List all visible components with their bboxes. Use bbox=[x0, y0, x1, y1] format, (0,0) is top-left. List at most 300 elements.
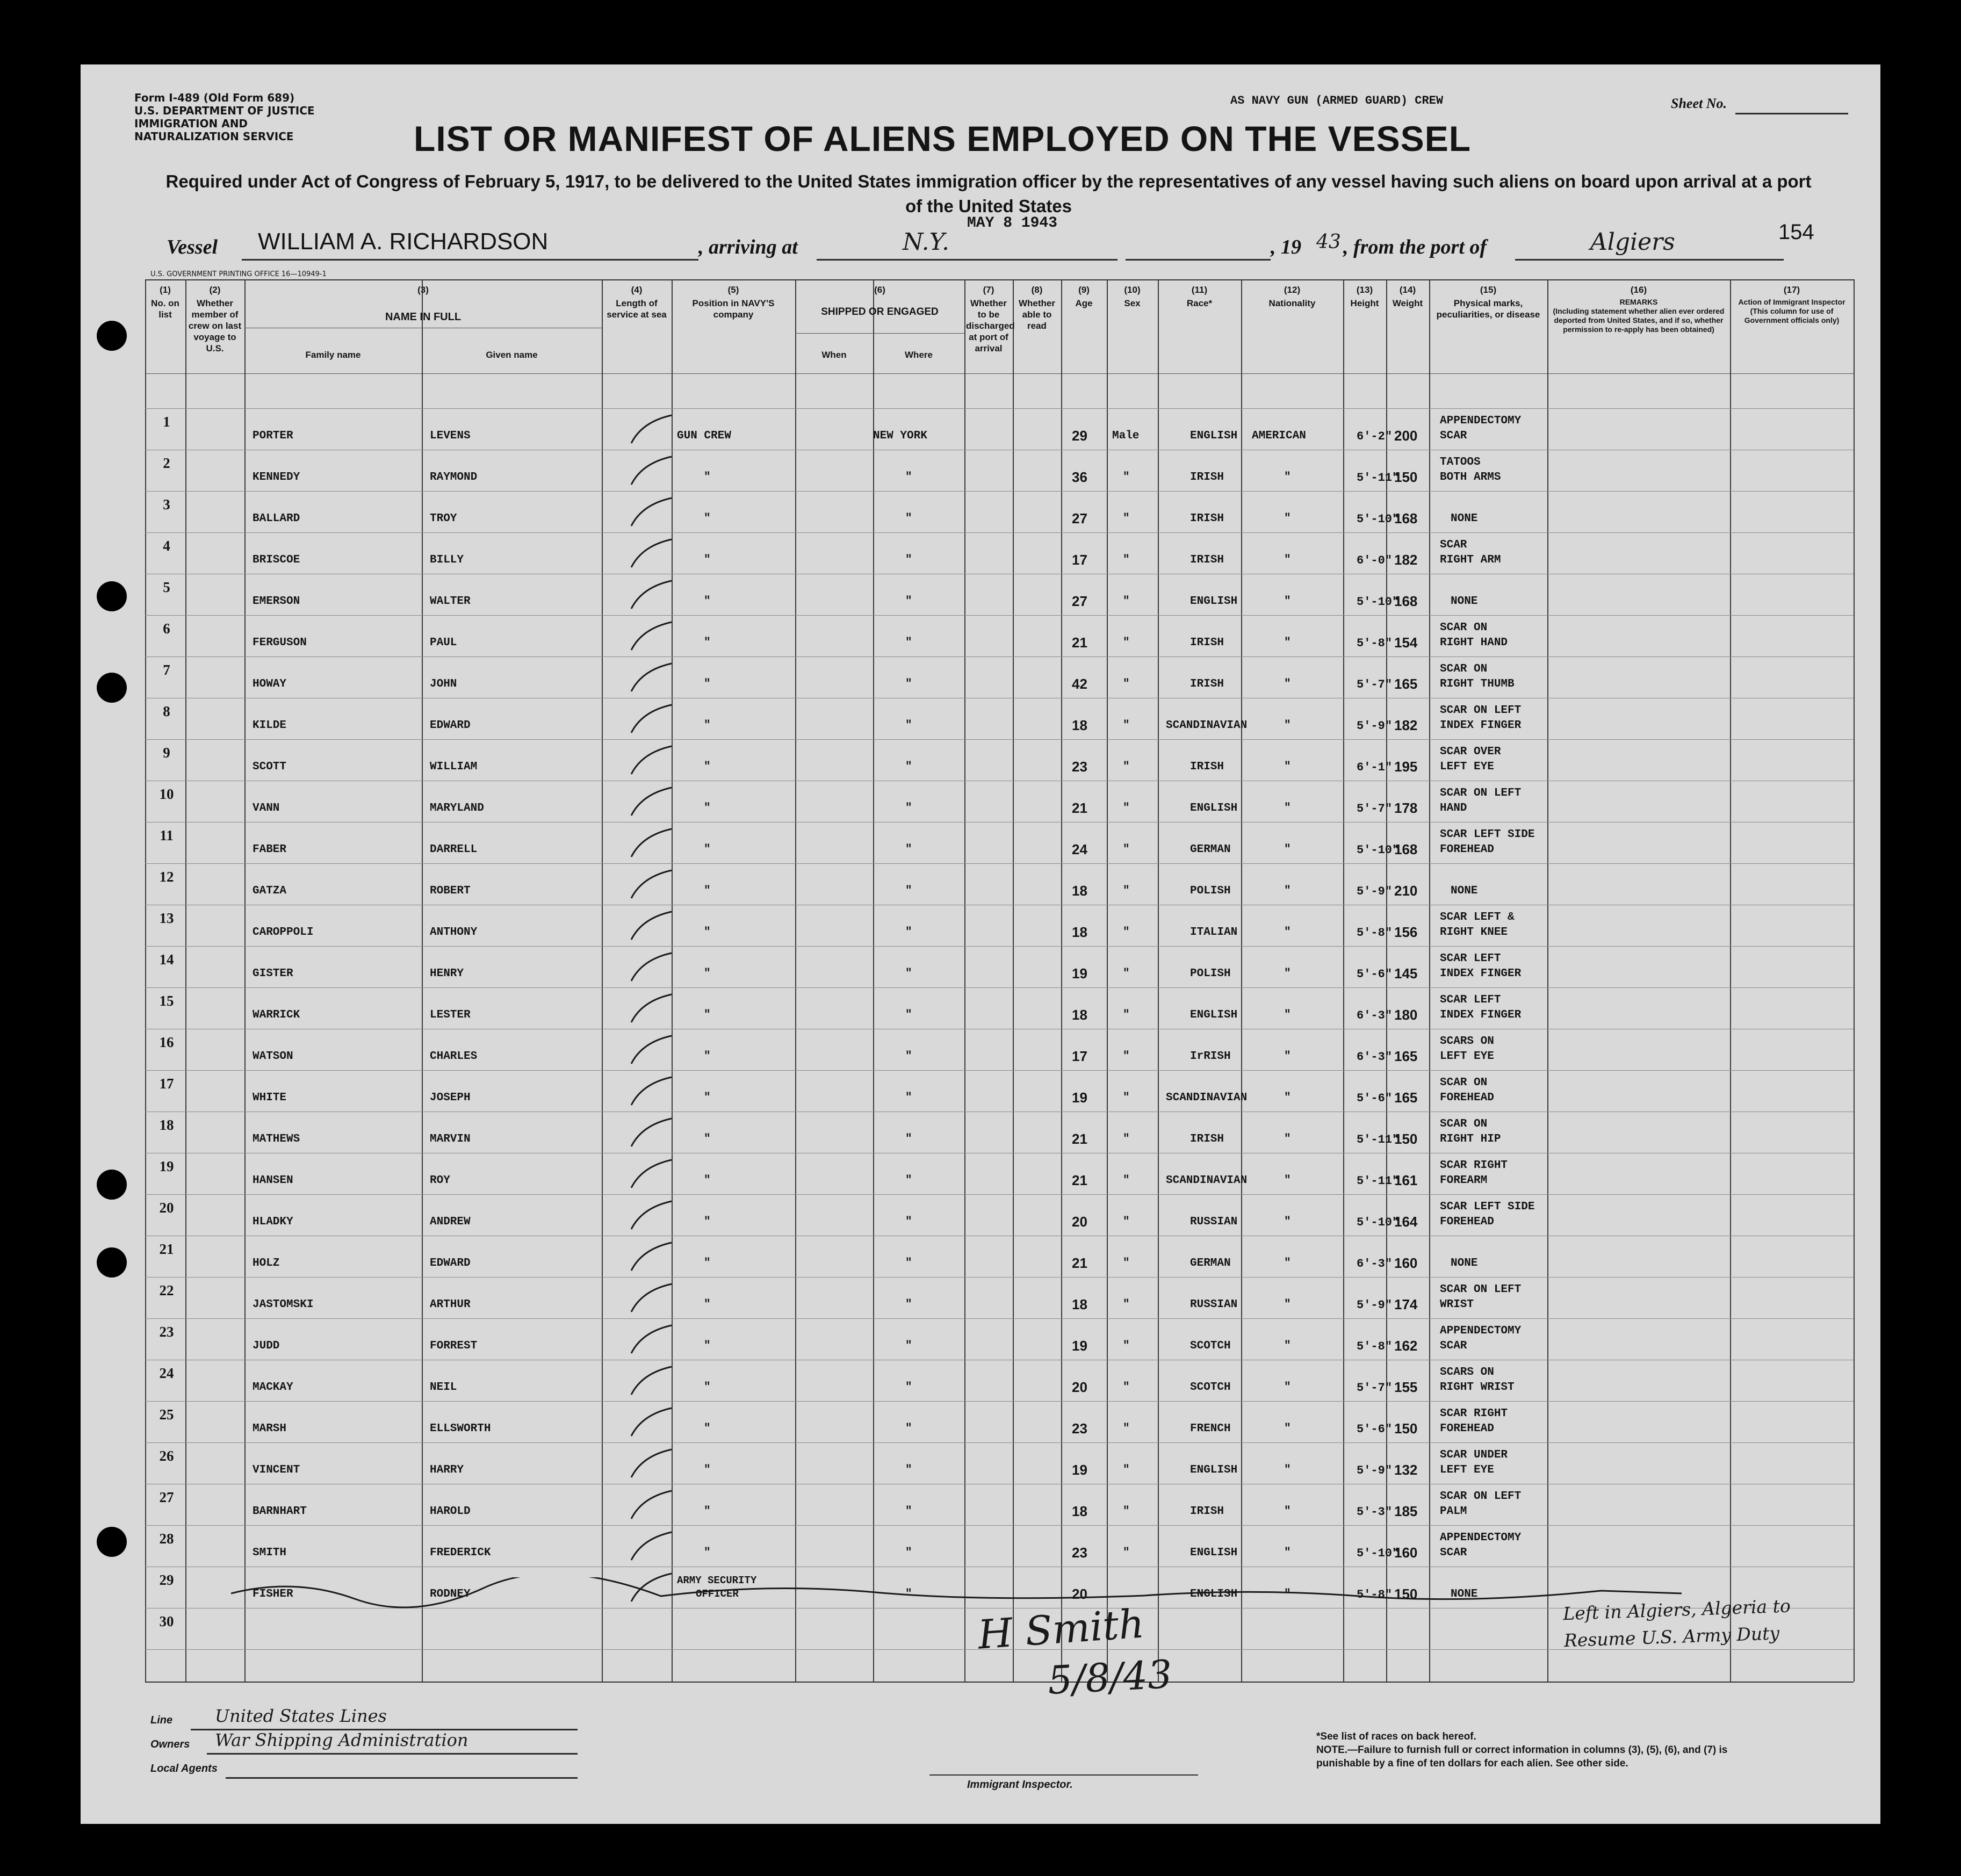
shipped-where: " bbox=[905, 637, 912, 649]
check-mark bbox=[626, 1156, 674, 1193]
shipped-where: " bbox=[905, 1257, 912, 1269]
family-name: WATSON bbox=[253, 1050, 293, 1063]
line-number: 16 bbox=[159, 1034, 174, 1050]
family-name: HOWAY bbox=[253, 678, 287, 690]
family-name: PORTER bbox=[253, 430, 293, 442]
column-number: (5) bbox=[727, 285, 739, 295]
race: ENGLISH bbox=[1190, 430, 1238, 442]
strike-through-line bbox=[231, 1577, 1682, 1610]
given-name: RODNEY bbox=[430, 1588, 471, 1600]
column-header: Race* bbox=[1186, 298, 1213, 308]
check-mark bbox=[626, 659, 674, 697]
column-number: (8) bbox=[1031, 285, 1043, 295]
family-name: KENNEDY bbox=[253, 471, 300, 484]
weight: 150 bbox=[1394, 469, 1418, 485]
shipped-where: " bbox=[905, 1298, 912, 1311]
given-name: HAROLD bbox=[430, 1505, 471, 1518]
column-subheader: Where bbox=[905, 350, 933, 360]
height: 6'-2" bbox=[1357, 430, 1393, 443]
age: 21 bbox=[1072, 1172, 1087, 1188]
sex: " bbox=[1123, 843, 1130, 856]
punch-hole bbox=[97, 1247, 127, 1278]
height: 5'-7" bbox=[1357, 802, 1393, 816]
race: ENGLISH bbox=[1190, 1547, 1238, 1559]
column-subheader: Family name bbox=[305, 350, 361, 360]
required-statement: Required under Act of Congress of February 5, 1917, to be delivered to the United States immigration officer by the representatives of any vessel having such aliens on board upon arrival at a port of the United States bbox=[165, 171, 1812, 216]
position: " bbox=[704, 1009, 711, 1021]
sex: " bbox=[1123, 1381, 1130, 1394]
line-number: 21 bbox=[159, 1241, 174, 1257]
column-subheader: When bbox=[821, 350, 847, 360]
column-number: (9) bbox=[1078, 285, 1090, 295]
height: 5'-11" bbox=[1357, 471, 1400, 485]
column-number: (2) bbox=[209, 285, 221, 295]
sex: " bbox=[1123, 595, 1130, 608]
nationality: " bbox=[1284, 885, 1291, 897]
height: 5'-10" bbox=[1357, 843, 1400, 857]
column-header: Age bbox=[1075, 298, 1093, 308]
sex: Male bbox=[1112, 430, 1140, 442]
given-name: NEIL bbox=[430, 1381, 457, 1394]
race: ITALIAN bbox=[1190, 926, 1238, 939]
nationality: " bbox=[1284, 637, 1291, 649]
nationality: " bbox=[1284, 1174, 1291, 1187]
nationality: " bbox=[1284, 1340, 1291, 1352]
family-name: BARNHART bbox=[253, 1505, 307, 1518]
physical-marks: SCAR LEFT SIDE bbox=[1440, 828, 1535, 841]
weight: 161 bbox=[1394, 1172, 1418, 1188]
age: 27 bbox=[1072, 510, 1087, 526]
nationality: " bbox=[1284, 1092, 1291, 1104]
line-number: 10 bbox=[159, 786, 174, 802]
line-number: 11 bbox=[160, 827, 174, 843]
weight: 185 bbox=[1394, 1503, 1418, 1519]
family-name: HOLZ bbox=[253, 1257, 280, 1269]
nationality: " bbox=[1284, 1133, 1291, 1145]
check-mark bbox=[626, 494, 674, 531]
position: " bbox=[704, 1505, 711, 1518]
race: ENGLISH bbox=[1190, 1588, 1238, 1600]
line-number: 23 bbox=[159, 1324, 174, 1340]
height: 5'-10" bbox=[1357, 513, 1400, 526]
nationality: " bbox=[1284, 1257, 1291, 1269]
shipped-where: " bbox=[905, 719, 912, 732]
physical-marks: APPENDECTOMY bbox=[1440, 1532, 1522, 1544]
sex: " bbox=[1123, 1257, 1130, 1269]
race: ENGLISH bbox=[1190, 595, 1238, 608]
physical-marks: FOREHEAD bbox=[1440, 1092, 1494, 1104]
shipped-where: " bbox=[905, 1009, 912, 1021]
sex: " bbox=[1123, 1464, 1130, 1476]
punch-hole bbox=[97, 1527, 127, 1557]
physical-marks: SCAR LEFT SIDE bbox=[1440, 1201, 1535, 1213]
family-name: CAROPPOLI bbox=[253, 926, 314, 939]
shipped-where: " bbox=[905, 968, 912, 980]
line-number: 28 bbox=[159, 1531, 174, 1547]
weight: 165 bbox=[1394, 1048, 1418, 1064]
local-agents-label: Local Agents bbox=[150, 1763, 218, 1774]
line-number: 22 bbox=[159, 1282, 174, 1298]
position: " bbox=[704, 968, 711, 980]
given-name: HENRY bbox=[430, 968, 464, 980]
age: 20 bbox=[1072, 1379, 1087, 1395]
column-subheader: Given name bbox=[486, 350, 538, 360]
age: 18 bbox=[1072, 717, 1087, 733]
height: 5'-9" bbox=[1357, 885, 1393, 898]
age: 19 bbox=[1072, 965, 1087, 982]
printing-note: U.S. GOVERNMENT PRINTING OFFICE 16—10949-1 bbox=[150, 270, 327, 278]
position: " bbox=[704, 1216, 711, 1228]
year-label: , 19 bbox=[1271, 236, 1301, 258]
column-number: (4) bbox=[631, 285, 643, 295]
race: SCANDINAVIAN bbox=[1166, 1092, 1248, 1104]
nationality: " bbox=[1284, 1423, 1291, 1435]
owners-value: War Shipping Administration bbox=[215, 1730, 468, 1750]
height: 5'-10" bbox=[1357, 1216, 1400, 1229]
fine-note: NOTE.—Failure to furnish full or correct information in columns (3), (5), (6), and (7) is punishable by a fine of ten dollars for each alien. See other side. bbox=[1316, 1744, 1728, 1769]
line-number: 18 bbox=[159, 1117, 174, 1133]
position: " bbox=[704, 554, 711, 566]
race: IRISH bbox=[1190, 513, 1224, 525]
line-number: 1 bbox=[163, 414, 170, 430]
check-mark bbox=[626, 618, 674, 655]
given-name: ANDREW bbox=[430, 1216, 471, 1228]
sex: " bbox=[1123, 885, 1130, 897]
nationality: " bbox=[1284, 926, 1291, 939]
age: 20 bbox=[1072, 1214, 1087, 1230]
age: 23 bbox=[1072, 1420, 1087, 1437]
check-mark bbox=[626, 452, 674, 490]
age: 21 bbox=[1072, 634, 1087, 651]
shipped-where: " bbox=[905, 843, 912, 856]
weight: 168 bbox=[1394, 593, 1418, 609]
given-name: LEVENS bbox=[430, 430, 471, 442]
age: 42 bbox=[1072, 676, 1087, 692]
sex: " bbox=[1123, 1009, 1130, 1021]
arriving-at: N.Y. bbox=[903, 228, 950, 256]
race: IRISH bbox=[1190, 1505, 1224, 1518]
weight: 160 bbox=[1394, 1545, 1418, 1561]
position: " bbox=[704, 1174, 711, 1187]
physical-marks: SCAR bbox=[1440, 539, 1467, 551]
vessel-label: Vessel bbox=[167, 236, 218, 258]
given-name: BILLY bbox=[430, 554, 464, 566]
line-number: 7 bbox=[163, 662, 170, 678]
age: 21 bbox=[1072, 1131, 1087, 1147]
family-name: SMITH bbox=[253, 1547, 287, 1559]
physical-marks: SCAR ON bbox=[1440, 1118, 1488, 1130]
physical-marks: INDEX FINGER bbox=[1440, 1009, 1522, 1021]
from-label: , from the port of bbox=[1343, 236, 1487, 258]
given-name: WALTER bbox=[430, 595, 471, 608]
physical-marks: FOREHEAD bbox=[1440, 1216, 1494, 1228]
shipped-where: " bbox=[905, 1588, 912, 1600]
nationality: " bbox=[1284, 1009, 1291, 1021]
physical-marks: SCAR LEFT bbox=[1440, 994, 1501, 1006]
sex: " bbox=[1123, 1092, 1130, 1104]
sex: " bbox=[1123, 1340, 1130, 1352]
column-header: Nationality bbox=[1268, 298, 1316, 308]
weight: 150 bbox=[1394, 1586, 1418, 1602]
punch-hole bbox=[97, 581, 127, 611]
shipped-where: " bbox=[905, 471, 912, 484]
family-name: VINCENT bbox=[253, 1464, 300, 1476]
age: 18 bbox=[1072, 1503, 1087, 1519]
physical-marks: SCAR ON bbox=[1440, 663, 1488, 675]
weight: 195 bbox=[1394, 759, 1418, 775]
weight: 160 bbox=[1394, 1255, 1418, 1271]
given-name: HARRY bbox=[430, 1464, 464, 1476]
given-name: JOSEPH bbox=[430, 1092, 471, 1104]
column-header: Whether member of crew on last voyage to U.S. bbox=[188, 298, 242, 353]
physical-marks: INDEX FINGER bbox=[1440, 719, 1522, 732]
remark-row-29: Left in Algiers, Algeria to Resume U.S. Army Duty bbox=[1562, 1595, 1791, 1651]
line-number: 17 bbox=[159, 1076, 174, 1092]
check-mark bbox=[626, 701, 674, 738]
race: GERMAN bbox=[1190, 843, 1231, 856]
check-mark bbox=[626, 1114, 674, 1152]
physical-marks: SCAR ON LEFT bbox=[1440, 787, 1522, 799]
column-number: (13) bbox=[1356, 285, 1373, 295]
given-name: LESTER bbox=[430, 1009, 471, 1021]
line-number: 19 bbox=[159, 1158, 174, 1174]
check-mark bbox=[626, 1321, 674, 1359]
physical-marks: SCAR OVER bbox=[1440, 746, 1501, 758]
height: 6'-3" bbox=[1357, 1257, 1393, 1271]
column-header: Height bbox=[1350, 298, 1379, 308]
age: 18 bbox=[1072, 924, 1087, 940]
position: " bbox=[704, 843, 711, 856]
column-header: SHIPPED OR ENGAGED bbox=[821, 306, 939, 318]
page-number: 154 bbox=[1778, 220, 1814, 244]
given-name: RAYMOND bbox=[430, 471, 478, 484]
height: 5'-7" bbox=[1357, 678, 1393, 691]
nationality: " bbox=[1284, 471, 1291, 484]
shipped-where: " bbox=[905, 926, 912, 939]
column-number: (3) bbox=[417, 285, 429, 295]
race: POLISH bbox=[1190, 885, 1231, 897]
physical-marks: WRIST bbox=[1440, 1298, 1474, 1311]
form-note: Form I-489 (Old Form 689) U.S. DEPARTMENT OF JUSTICE IMMIGRATION AND NATURALIZATION SERVICE bbox=[134, 91, 315, 143]
family-name: MATHEWS bbox=[253, 1133, 300, 1145]
check-mark bbox=[626, 411, 674, 449]
check-mark bbox=[626, 990, 674, 1028]
family-name: MACKAY bbox=[253, 1381, 293, 1394]
weight: 178 bbox=[1394, 800, 1418, 816]
physical-marks: NONE bbox=[1451, 885, 1478, 897]
shipped-where: NEW YORK bbox=[873, 430, 927, 442]
line-number: 26 bbox=[159, 1448, 174, 1464]
physical-marks: RIGHT THUMB bbox=[1440, 678, 1515, 690]
nationality: " bbox=[1284, 1216, 1291, 1228]
nationality: " bbox=[1284, 1050, 1291, 1063]
race: RUSSIAN bbox=[1190, 1216, 1238, 1228]
sex: " bbox=[1123, 761, 1130, 773]
weight: 200 bbox=[1394, 428, 1418, 444]
weight: 132 bbox=[1394, 1462, 1418, 1478]
check-mark bbox=[626, 1487, 674, 1524]
sex: " bbox=[1123, 719, 1130, 732]
age: 18 bbox=[1072, 1296, 1087, 1312]
check-mark bbox=[626, 1238, 674, 1276]
physical-marks: SCAR bbox=[1440, 1340, 1467, 1352]
shipped-where: " bbox=[905, 1092, 912, 1104]
height: 5'-6" bbox=[1357, 1423, 1393, 1436]
punch-hole bbox=[97, 673, 127, 703]
height: 5'-6" bbox=[1357, 1092, 1393, 1105]
age: 21 bbox=[1072, 800, 1087, 816]
weight: 150 bbox=[1394, 1131, 1418, 1147]
check-mark bbox=[626, 576, 674, 614]
line-number: 14 bbox=[159, 951, 174, 968]
weight: 168 bbox=[1394, 510, 1418, 526]
physical-marks: FOREHEAD bbox=[1440, 843, 1494, 856]
age: 19 bbox=[1072, 1338, 1087, 1354]
position: " bbox=[704, 1547, 711, 1559]
line-value: United States Lines bbox=[215, 1706, 387, 1726]
column-number: (16) bbox=[1630, 285, 1647, 295]
check-mark bbox=[626, 1445, 674, 1483]
position: " bbox=[704, 1423, 711, 1435]
height: 5'-9" bbox=[1357, 1298, 1393, 1312]
age: 23 bbox=[1072, 759, 1087, 775]
physical-marks: SCAR ON LEFT bbox=[1440, 1283, 1522, 1296]
races-note: *See list of races on back hereof. bbox=[1316, 1731, 1476, 1742]
owners-label: Owners bbox=[150, 1738, 190, 1750]
line-label: Line bbox=[150, 1714, 173, 1726]
family-name: JASTOMSKI bbox=[253, 1298, 314, 1311]
given-name: DARRELL bbox=[430, 843, 478, 856]
family-name: VANN bbox=[253, 802, 280, 814]
race: SCANDINAVIAN bbox=[1166, 719, 1248, 732]
line-number: 6 bbox=[163, 620, 170, 637]
nationality: " bbox=[1284, 1381, 1291, 1394]
physical-marks: NONE bbox=[1451, 595, 1478, 608]
position: " bbox=[704, 513, 711, 525]
position: " bbox=[704, 637, 711, 649]
race: SCOTCH bbox=[1190, 1381, 1231, 1394]
sex: " bbox=[1123, 678, 1130, 690]
race: POLISH bbox=[1190, 968, 1231, 980]
weight: 182 bbox=[1394, 717, 1418, 733]
sex: " bbox=[1123, 1298, 1130, 1311]
physical-marks: LEFT EYE bbox=[1440, 761, 1494, 773]
from-port: Algiers bbox=[1590, 228, 1675, 256]
shipped-where: " bbox=[905, 1464, 912, 1476]
position: " bbox=[704, 471, 711, 484]
physical-marks: SCARS ON bbox=[1440, 1366, 1494, 1379]
height: 6'-1" bbox=[1357, 761, 1393, 774]
family-name: HLADKY bbox=[253, 1216, 293, 1228]
position: GUN CREW bbox=[677, 430, 731, 442]
race: FRENCH bbox=[1190, 1423, 1231, 1435]
punch-hole bbox=[97, 321, 127, 351]
race: IRISH bbox=[1190, 471, 1224, 484]
given-name: ELLSWORTH bbox=[430, 1423, 491, 1435]
weight: 180 bbox=[1394, 1007, 1418, 1023]
physical-marks: SCAR UNDER bbox=[1440, 1449, 1508, 1461]
physical-marks: SCAR LEFT & bbox=[1440, 911, 1515, 923]
sex: " bbox=[1123, 926, 1130, 939]
race: GERMAN bbox=[1190, 1257, 1231, 1269]
age: 27 bbox=[1072, 593, 1087, 609]
physical-marks: RIGHT HIP bbox=[1440, 1133, 1501, 1145]
nationality: " bbox=[1284, 1464, 1291, 1476]
given-name: EDWARD bbox=[430, 719, 471, 732]
sex: " bbox=[1123, 1216, 1130, 1228]
family-name: JUDD bbox=[253, 1340, 280, 1352]
nationality: " bbox=[1284, 513, 1291, 525]
age: 18 bbox=[1072, 1007, 1087, 1023]
column-header: Whether able to read bbox=[1019, 298, 1055, 331]
given-name: ROBERT bbox=[430, 885, 471, 897]
position: ARMY SECURITY bbox=[677, 1575, 757, 1586]
line-number: 4 bbox=[163, 538, 170, 554]
physical-marks: TATOOS bbox=[1440, 456, 1481, 468]
line-number: 27 bbox=[159, 1489, 174, 1505]
given-name: ANTHONY bbox=[430, 926, 478, 939]
shipped-where: " bbox=[905, 678, 912, 690]
line-number: 9 bbox=[163, 745, 170, 761]
column-header: Position in NAVY'S company bbox=[692, 298, 775, 320]
sex: " bbox=[1123, 1133, 1130, 1145]
age: 17 bbox=[1072, 552, 1087, 568]
age: 21 bbox=[1072, 1255, 1087, 1271]
height: 6'-0" bbox=[1357, 554, 1393, 567]
shipped-where: " bbox=[905, 554, 912, 566]
position: " bbox=[704, 1257, 711, 1269]
shipped-where: " bbox=[905, 1133, 912, 1145]
weight: 162 bbox=[1394, 1338, 1418, 1354]
check-mark bbox=[626, 866, 674, 904]
family-name: GATZA bbox=[253, 885, 287, 897]
height: 5'-8" bbox=[1357, 1588, 1393, 1601]
line-number: 15 bbox=[159, 993, 174, 1009]
position: " bbox=[704, 1133, 711, 1145]
age: 19 bbox=[1072, 1089, 1087, 1106]
line-number: 5 bbox=[163, 579, 170, 595]
age: 36 bbox=[1072, 469, 1087, 485]
race: IRISH bbox=[1190, 637, 1224, 649]
physical-marks: RIGHT KNEE bbox=[1440, 926, 1508, 939]
sex: " bbox=[1123, 1174, 1130, 1187]
nationality: " bbox=[1284, 1588, 1291, 1600]
physical-marks: SCAR bbox=[1440, 430, 1467, 442]
shipped-where: " bbox=[905, 1423, 912, 1435]
family-name: WARRICK bbox=[253, 1009, 300, 1021]
sex: " bbox=[1123, 471, 1130, 484]
position: " bbox=[704, 1464, 711, 1476]
height: 5'-3" bbox=[1357, 1505, 1393, 1519]
weight: 165 bbox=[1394, 1089, 1418, 1106]
position: " bbox=[704, 1381, 711, 1394]
family-name: FERGUSON bbox=[253, 637, 307, 649]
physical-marks: RIGHT ARM bbox=[1440, 554, 1501, 566]
position: " bbox=[704, 595, 711, 608]
column-header: REMARKS (Including statement whether alien ever ordered deported from United States, and if so, whether permission to re-apply has been obtained) bbox=[1553, 298, 1725, 334]
nationality: " bbox=[1284, 1547, 1291, 1559]
given-name: WILLIAM bbox=[430, 761, 478, 773]
age: 18 bbox=[1072, 883, 1087, 899]
physical-marks: FOREARM bbox=[1440, 1174, 1488, 1187]
check-mark bbox=[626, 949, 674, 986]
race: ENGLISH bbox=[1190, 802, 1238, 814]
weight: 150 bbox=[1394, 1420, 1418, 1437]
physical-marks: LEFT EYE bbox=[1440, 1050, 1494, 1063]
physical-marks: APPENDECTOMY bbox=[1440, 1325, 1522, 1337]
column-number: (11) bbox=[1191, 285, 1208, 295]
family-name: FABER bbox=[253, 843, 287, 856]
